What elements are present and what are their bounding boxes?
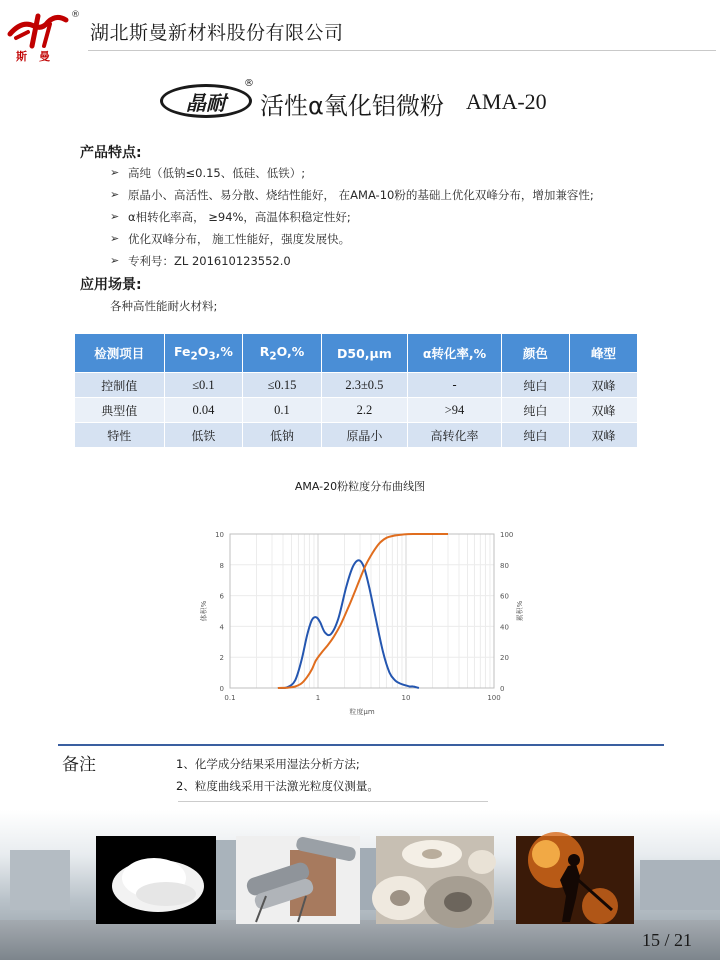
table-cell: ≤0.1 [165,373,243,397]
table-cell: 特性 [75,423,164,447]
y-left-tick-label: 0 [219,685,224,693]
feature-item: ➢ 专利号：ZL 201610123552.0 [110,252,594,274]
table-cell: 原晶小 [322,423,407,447]
application-text: 各种高性能耐火材料; [110,299,218,313]
brand-logo [160,84,252,118]
particle-size-chart [190,520,524,720]
y-left-axis-label: 体积% [200,600,208,622]
table-cell: >94 [408,398,501,422]
y-left-tick-label: 6 [219,592,224,601]
brand-name: 晶耐 [186,90,226,115]
product-model: AMA-20 [466,89,547,114]
company-logo [8,12,82,66]
table-cell: 0.04 [165,398,243,422]
x-axis-label: 粒度μm [349,708,375,716]
logo-text: 斯曼 [16,50,62,63]
product-title: 活性α氧化铝微粉 [260,92,444,120]
powder-pile-image [96,836,216,924]
refractory-photo [376,836,494,924]
chart-title: AMA-20粉粒度分布曲线图 [294,480,426,493]
background-building [640,860,720,910]
table-cell: 控制值 [75,373,164,397]
table-cell: 高转化率 [408,423,501,447]
note-item: 1、化学成分结果采用湿法分析方法; [176,757,360,771]
table-cell: 低钠 [243,423,320,447]
table-cell: 典型值 [75,398,164,422]
notes-bottom-divider [178,801,488,802]
foundry-photo [516,836,634,924]
note-item: 2、粒度曲线采用干法激光粒度仪测量。 [176,779,379,793]
cumulative-distribution-line [278,534,448,688]
y-right-tick-label: 100 [500,531,514,539]
x-tick-label: 10 [401,694,411,702]
application-heading: 应用场景: [80,277,142,293]
table-row [75,423,637,447]
features-list [110,164,594,274]
y-left-tick-label: 8 [219,561,224,570]
spec-table [74,333,638,448]
logo-mark-icon [8,12,74,48]
table-cell: 2.2 [322,398,407,422]
table-cell: 双峰 [570,398,637,422]
table-cell: 双峰 [570,373,637,397]
y-right-tick-label: 80 [500,561,509,570]
background-building [10,850,70,910]
x-tick-label: 1 [315,694,321,702]
y-right-tick-label: 60 [500,592,509,601]
table-header-cell: D50,μm [322,334,407,372]
refractory-rings-image [376,836,494,924]
table-header-row [75,334,637,372]
table-cell: 纯白 [502,398,569,422]
foundry-worker-image [516,836,634,924]
feature-item: ➢ 原晶小、高活性、易分散、烧结性能好， 在AMA-10粉的基础上优化双峰分布，增加兼容性; [110,186,594,208]
company-name: 湖北斯曼新材料股份有限公司 [90,22,344,44]
header-divider [88,50,716,51]
notes-heading: 备注 [62,755,96,775]
table-cell: 0.1 [243,398,320,422]
feature-item: ➢ 优化双峰分布， 施工性能好，强度发展快。 [110,230,594,252]
page-number: 15 / 21 [641,930,692,950]
table-header-cell: α转化率,% [408,334,501,372]
powder-photo [96,836,216,924]
y-left-tick-label: 4 [219,623,224,632]
table-cell: 纯白 [502,423,569,447]
chart-frame [230,534,494,688]
table-cell: 低铁 [165,423,243,447]
feature-item: ➢ 高纯（低钠≤0.15、低硅、低铁）; [110,164,594,186]
y-right-axis-label: 累积% [516,600,524,622]
rollers-photo [236,836,360,924]
y-right-tick-label: 0 [500,685,505,693]
table-header-cell: $R_2O,\%$ [243,334,320,372]
brand-registered-mark: ® [244,78,254,89]
table-row [75,398,637,422]
notes-divider [58,744,664,746]
table-header-cell: 检测项目 [75,334,164,372]
table-row [75,373,637,397]
table-cell: 纯白 [502,373,569,397]
table-header-cell: $Fe_2O_3,\%$ [165,334,243,372]
y-right-tick-label: 40 [500,623,509,632]
x-tick-label: 0.1 [224,694,236,702]
table-cell: ≤0.15 [243,373,320,397]
table-header-cell: 峰型 [570,334,637,372]
feature-item: ➢ α相转化率高， ≥94%，高温体积稳定性好; [110,208,594,230]
table-cell: 2.3±0.5 [322,373,407,397]
y-right-tick-label: 20 [500,654,509,663]
y-left-tick-label: 2 [219,654,224,663]
features-heading: 产品特点: [80,145,142,161]
ceramic-rollers-image [236,836,360,924]
logo-registered-mark: ® [71,10,80,20]
table-header-cell: 颜色 [502,334,569,372]
table-cell: - [408,373,501,397]
banner-ground [0,920,720,960]
y-left-tick-label: 10 [215,531,224,539]
table-cell: 双峰 [570,423,637,447]
x-tick-label: 100 [487,694,501,702]
